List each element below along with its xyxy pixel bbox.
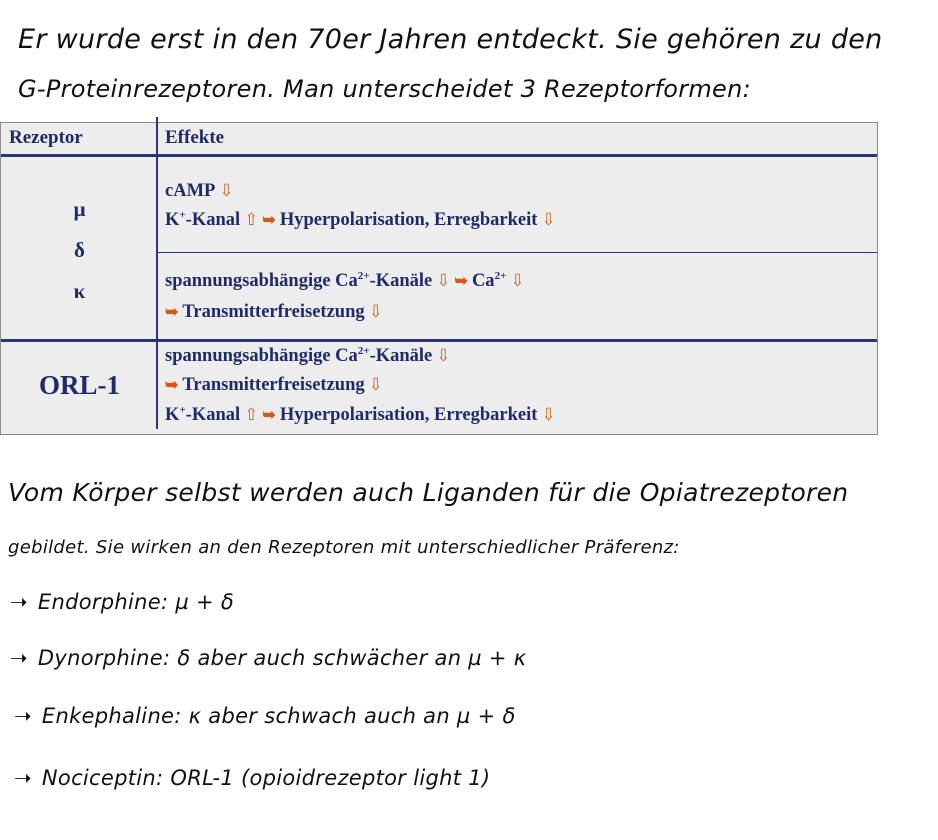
ca-sup: 2+ bbox=[357, 270, 370, 282]
intro-line-2: G-Proteinrezeptoren. Man unterscheidet 3 Rezeptorformen: bbox=[18, 75, 752, 103]
ca-kanal-post: -Kanäle bbox=[369, 271, 433, 291]
ligand-text: Nociceptin: ORL-1 (opioidrezeptor light 1) bbox=[41, 766, 491, 790]
arrow-up-icon: ⇧ bbox=[244, 405, 259, 424]
arrow-down-icon: ⇩ bbox=[510, 271, 525, 290]
right-arrow-icon: ➥ bbox=[262, 407, 276, 424]
ca-sup: 2+ bbox=[357, 345, 370, 357]
arrow-right-icon: ➝ bbox=[10, 646, 28, 670]
camp-text: cAMP bbox=[165, 181, 216, 201]
k-sup: + bbox=[179, 209, 186, 221]
ligand-dynorphine bbox=[10, 646, 526, 670]
arrow-up-icon: ⇧ bbox=[244, 210, 259, 229]
receptor-table bbox=[0, 122, 878, 435]
effect-ca-kanal bbox=[165, 268, 525, 294]
transmitter-text: Transmitterfreisetzung bbox=[182, 302, 365, 322]
ca-kanal-post: -Kanäle bbox=[369, 346, 433, 366]
arrow-down-icon: ⇩ bbox=[541, 405, 556, 424]
ligand-text: Dynorphine: δ aber auch schwächer an µ + κ bbox=[37, 646, 527, 670]
orl-effect-transmitter bbox=[165, 372, 383, 398]
ca-sup-2: 2+ bbox=[494, 270, 507, 282]
arrow-down-icon: ⇩ bbox=[219, 181, 234, 200]
arrow-right-icon: ➝ bbox=[10, 590, 28, 614]
orl-1-label: ORL-1 bbox=[39, 370, 120, 400]
right-arrow-icon: ➥ bbox=[165, 304, 179, 321]
ligand-text: Enkephaline: κ aber schwach auch an µ + δ bbox=[41, 704, 516, 728]
group-rule bbox=[1, 339, 877, 342]
ligand-nociceptin bbox=[14, 766, 490, 790]
ligand-intro-line-2: gebildet. Sie wirken an den Rezeptoren mit unterschiedlicher Präferenz: bbox=[8, 537, 680, 558]
effect-camp bbox=[165, 178, 234, 204]
ligand-endorphine bbox=[10, 590, 234, 614]
orl-effect-k-kanal bbox=[165, 402, 556, 428]
ca-label: Ca bbox=[471, 271, 495, 291]
k-label: K bbox=[165, 210, 180, 230]
ca-kanal-pre: spannungsabhängige Ca bbox=[165, 271, 358, 291]
arrow-right-icon: ➝ bbox=[14, 704, 32, 728]
ligand-text: Endorphine: µ + δ bbox=[37, 590, 235, 614]
arrow-right-icon: ➝ bbox=[14, 766, 32, 790]
header-rule bbox=[1, 154, 877, 157]
orl-effect-ca-kanal bbox=[165, 343, 451, 369]
arrow-down-icon: ⇩ bbox=[436, 346, 451, 365]
ca-kanal-pre: spannungsabhängige Ca bbox=[165, 346, 358, 366]
greek-kappa: κ bbox=[73, 279, 86, 303]
kanal-rest: -Kanal bbox=[185, 210, 241, 230]
effect-transmitter bbox=[165, 299, 383, 325]
transmitter-text: Transmitterfreisetzung bbox=[182, 375, 365, 395]
kanal-rest: -Kanal bbox=[185, 405, 241, 425]
right-arrow-icon: ➥ bbox=[262, 212, 276, 229]
header-rezeptor: Rezeptor bbox=[9, 127, 83, 148]
effect-k-kanal bbox=[165, 207, 556, 233]
arrow-down-icon: ⇩ bbox=[541, 210, 556, 229]
ligand-intro-line-1: Vom Körper selbst werden auch Liganden für die Opiatrezeptoren bbox=[8, 478, 849, 507]
arrow-down-icon: ⇩ bbox=[368, 302, 383, 321]
hyperpolarisation-text: Hyperpolarisation, Erregbarkeit bbox=[279, 405, 538, 425]
right-arrow-icon: ➥ bbox=[165, 377, 179, 394]
k-label: K bbox=[165, 405, 180, 425]
greek-delta: δ bbox=[74, 238, 85, 262]
header-effekte: Effekte bbox=[165, 127, 225, 148]
arrow-down-icon: ⇩ bbox=[436, 271, 451, 290]
right-arrow-icon: ➥ bbox=[454, 273, 468, 290]
k-sup: + bbox=[179, 404, 186, 416]
greek-mu: µ bbox=[73, 197, 86, 221]
intro-line-1: Er wurde erst in den 70er Jahren entdeckt. Sie gehören zu den bbox=[18, 24, 883, 55]
ligand-enkephaline bbox=[14, 704, 516, 728]
arrow-down-icon: ⇩ bbox=[368, 375, 383, 394]
hyperpolarisation-text: Hyperpolarisation, Erregbarkeit bbox=[279, 210, 538, 230]
row-divider bbox=[158, 252, 877, 253]
